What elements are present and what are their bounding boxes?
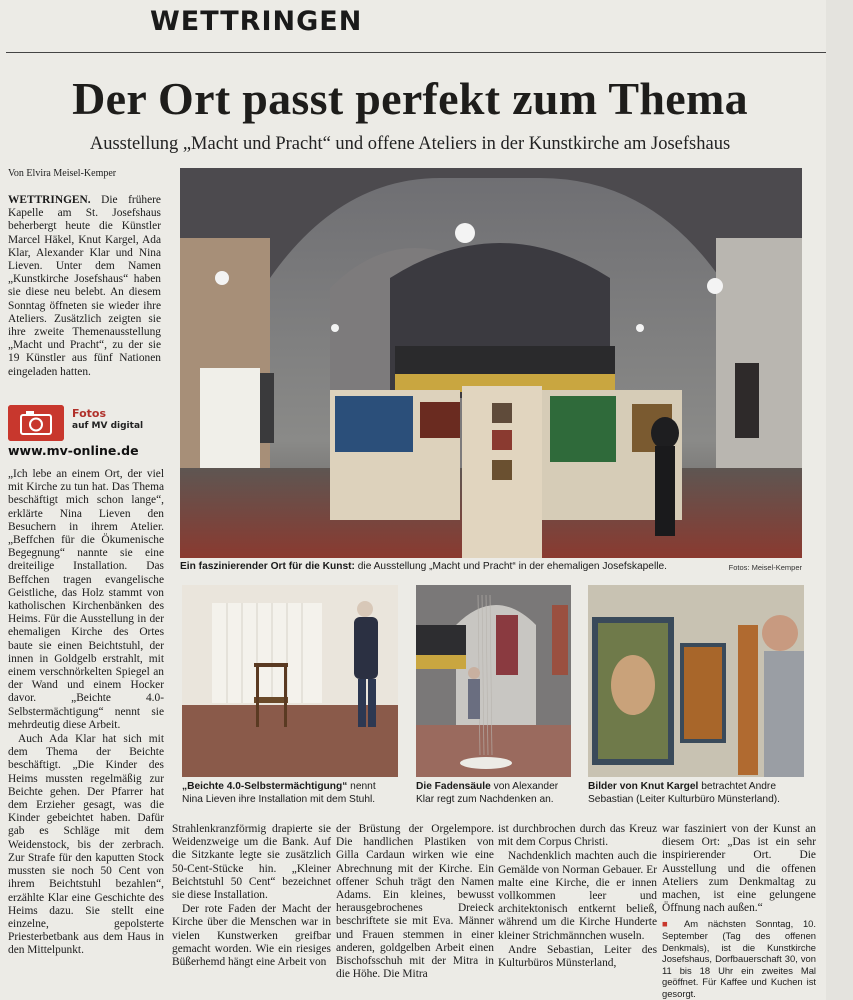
- photo-caption: [182, 781, 398, 806]
- paragraph: war fasziniert von der Kunst an diesem Ort: „Das ist ein sehr inspirierender Ort. Die Ausstellung und die offenen Ateliers zum Denkmaltag zu machen, ist eine gelungene Öffnung nach außen.“: [662, 823, 816, 915]
- main-photo-caption: [180, 561, 700, 574]
- text-column-2: [172, 823, 331, 970]
- main-photo-church-interior: [180, 168, 802, 558]
- caption-text: betrachtet Andre Sebastian (Leiter Kulturbüro Münsterland).: [588, 781, 780, 805]
- adjacent-page-edge: [826, 0, 853, 1000]
- dateline: WETTRINGEN.: [8, 194, 91, 206]
- paragraph: der Brüstung der Orgelempore. Die handlichen Plastiken von Gilla Cardaun wirken wie eine Abrechnung mit der Kirche. Ein offener Schuh trägt den Namen Adams. Ein kleines, bewusst herausgebrochenes Dreieck beschriftete sie mit Eva. Männer und Frauen stemmen in einer anderen, goldgelben Arbeit einen Bischofsschuh mit der Mitra in die Höhe. Die Mitra: [336, 823, 494, 981]
- event-note: [662, 918, 816, 999]
- section-title: WETTRINGEN: [150, 6, 363, 37]
- camera-icon: [8, 405, 64, 441]
- paragraph: Nachdenklich machten auch die Gemälde von Norman Gebauer. Er malte eine Kirche, die er innen vollkommen leer und architektonisch entkernt beließ, während um die Kirche Hunderte kleiner Strichmännchen wuseln.: [498, 850, 657, 942]
- paragraph: Die frühere Kapelle am St. Josefshaus beherbergt heute die Künstler Marcel Häkel, Knut Kargel, Ada Klar, Alexander Klar und Nina Lieven. Unter dem Namen „Kunstkirche Josefshaus“ haben sie diese neu belebt. An diesem Sonntag öffneten sie wieder ihre Ateliers. Zusätzlich zeigten sie ihre zweite Themenausstellung „Macht und Pracht“, zu der sie 19 Künstler aus fünf Nationen eingeladen hatten.: [8, 194, 161, 378]
- caption-bold: Die Fadensäule: [416, 781, 491, 792]
- photo-confessional-installation: [182, 585, 398, 777]
- caption-bold: „Beichte 4.0-Selbstermächtigung“: [182, 781, 348, 792]
- photo-paintings-visitor: [588, 585, 804, 777]
- photo-caption: [416, 781, 576, 806]
- online-promo[interactable]: [8, 405, 168, 457]
- paragraph: „Ich lebe an einem Ort, der viel mit Kirche zu tun hat. Das Thema beschäftigt mich schon lange“, erklärte Nina Lieven den Besuchern in ihrem Atelier. „Beffchen für die Ökumenische Begegnung“ nannte sie eine dreiteilige Installation. Das Beffchen tragen evangelische Geistliche, das Holz stammt von katholischen Kirchenbänken des Heims. Für die Ausstellung in der ehemaligen Kirche des Ortes baute sie einen Beichtstuhl, der innen in Goldgelb erstrahlt, mit einem verschnörkelten Spiegel an der Wand und einem Hocker davor. „Beichte 4.0-Selbstermächtigung“ nennt sie mehrdeutig diese Arbeit.: [8, 468, 164, 731]
- promo-url-link[interactable]: www.mv-online.de: [8, 443, 139, 458]
- paragraph: Strahlenkranzförmig drapierte sie Weidenzweige um die Bank. Auf die Sitzkante legte sie zusätzlich 50-Cent-Stücke hin. „Kleiner Beichtstuhl 50 Cent“ bezeichnet sie diese Installation.: [172, 823, 331, 902]
- promo-label: Fotos: [72, 407, 106, 420]
- paragraph: Andre Sebastian, Leiter des Kulturbüros Münsterland,: [498, 943, 657, 970]
- text-column-5: [662, 823, 816, 1000]
- subheadline: Ausstellung „Macht und Pracht“ und offene Ateliers in der Kunstkirche am Josefshaus: [89, 134, 731, 154]
- author-byline: Von Elvira Meisel-Kemper: [8, 168, 117, 179]
- caption-bold: Bilder von Knut Kargel: [588, 781, 699, 792]
- caption-text: von Alexander Klar regt zum Nachdenken an.: [416, 781, 559, 805]
- bullet-square-icon: ■: [662, 918, 675, 930]
- header-rule: [6, 52, 826, 53]
- caption-text: die Ausstellung „Macht und Pracht“ in der ehemaligen Josefskapelle.: [357, 561, 667, 572]
- text-column-3: [336, 823, 494, 982]
- paragraph: Auch Ada Klar hat sich mit dem Thema der Beichte beschäftigt. „Die Kinder des Heims mussten regelmäßig zur Beichte gehen. Der Pfarrer hat dem Erzieher gesagt, was die Kinder gebeichtet haben. Dafür gab es Schläge mit dem Weidenstock, bis der zerbrach. Zur Strafe für den kaputten Stock mussten sie noch 50 Cent von ihrem Beichtstuhl bezahlen“, erzählte Klar eine Geschichte des Heims dazu. Sie stellt eine einzelne, gepolsterte Priesterbetbank aus dem Haus in den Mittelpunkt.: [8, 733, 164, 957]
- caption-text: nennt Nina Lieven ihre Installation mit dem Stuhl.: [182, 781, 376, 805]
- promo-sublabel: auf MV digital: [72, 421, 144, 431]
- headline: Der Ort passt perfekt zum Thema: [72, 73, 748, 124]
- photo-thread-column: [416, 585, 571, 777]
- paragraph: ist durchbrochen durch das Kreuz mit dem Corpus Christi.: [498, 823, 657, 849]
- caption-bold: Ein faszinierender Ort für die Kunst:: [180, 561, 355, 572]
- photo-caption: [588, 781, 808, 806]
- note-text: Am nächsten Sonntag, 10. September (Tag des offenen Denkmals), ist die Kunstkirche Josefshaus, Dorfbauerschaft 30, von 11 bis 18 Uhr ein zweites Mal geöffnet. Für Kaffee und Kuchen ist gesorgt.: [662, 918, 816, 999]
- text-column-1a: [8, 194, 161, 380]
- photo-credit: Fotos: Meisel-Kemper: [728, 563, 802, 572]
- text-column-1b: [8, 468, 164, 959]
- text-column-4: [498, 823, 657, 971]
- paragraph: Der rote Faden der Macht der Kirche über die Menschen war in vielen Kunstwerken greifbar gemacht worden. Wie ein riesiges Büßerhemd hängt eine Arbeit von: [172, 903, 331, 969]
